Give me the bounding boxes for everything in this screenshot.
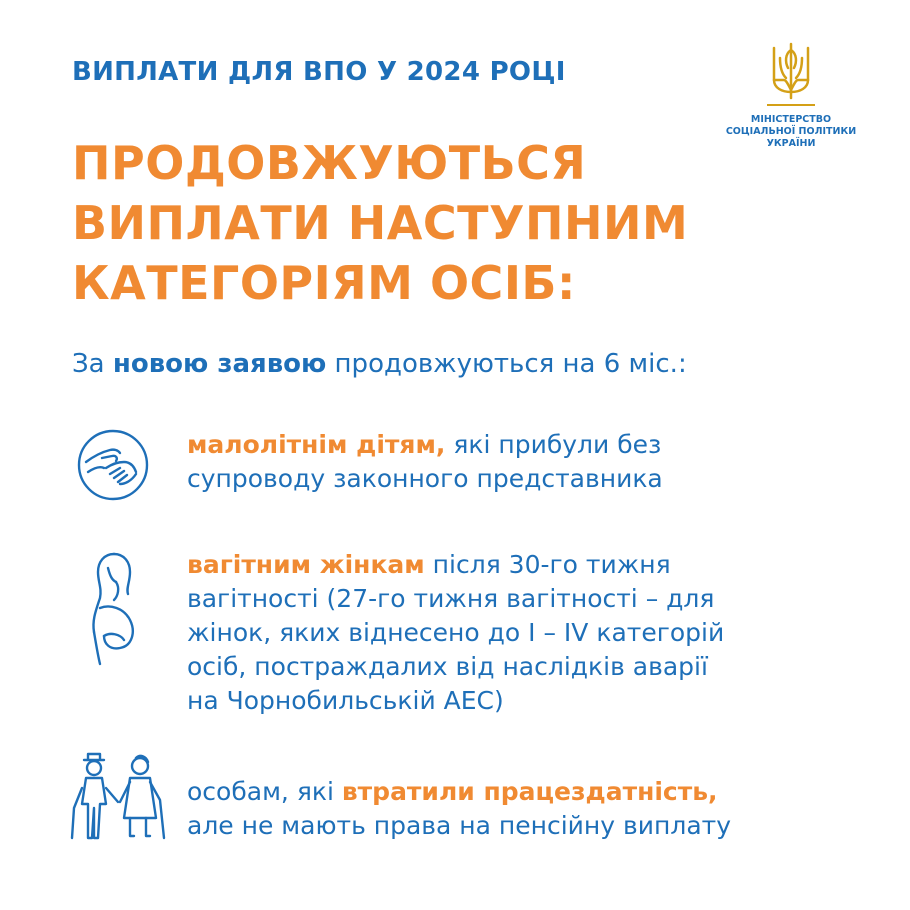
children-text-2: супроводу законного представника	[187, 464, 663, 493]
list-item-children	[187, 428, 663, 496]
headline	[72, 133, 688, 313]
subtitle: ВИПЛАТИ ДЛЯ ВПО У 2024 РОЦІ	[72, 57, 566, 87]
logo-divider	[767, 104, 815, 106]
trident-icon	[768, 40, 814, 102]
list-item-line	[187, 548, 724, 582]
headline-line-1: ПРОДОВЖУЮТЬСЯ	[72, 136, 587, 190]
pregnant-text-4: осіб, постраждалих від наслідків аварії	[187, 652, 708, 681]
intro-suffix: продовжуються на 6 міс.:	[326, 349, 687, 379]
list-item-line	[187, 428, 663, 462]
logo-line-2: СОЦІАЛЬНОЇ ПОЛІТИКИ	[725, 126, 857, 137]
list-item-pregnant	[187, 548, 724, 718]
elderly-couple-icon	[66, 748, 170, 842]
pregnant-text-1: після 30-го тижня	[424, 550, 671, 579]
disabled-prefix: особам, які	[187, 777, 342, 806]
intro-text	[72, 349, 687, 379]
logo-line-1: МІНІСТЕРСТВО	[750, 114, 832, 125]
list-item-disabled	[187, 775, 731, 843]
intro-prefix: За	[72, 349, 113, 379]
headline-line-3: КАТЕГОРІЯМ ОСІБ:	[72, 256, 576, 310]
pregnant-text-5: на Чорнобильській АЕС)	[187, 686, 504, 715]
logo-line-3: УКРАЇНИ	[766, 138, 816, 149]
children-highlight: малолітнім дітям,	[187, 430, 446, 459]
pregnant-woman-icon	[74, 548, 148, 668]
hands-icon	[76, 428, 150, 502]
intro-emphasis: новою заявою	[112, 349, 327, 379]
pregnant-text-2: вагітності (27-го тижня вагітності – для	[187, 584, 715, 613]
pregnant-highlight: вагітним жінкам	[187, 550, 425, 579]
ministry-logo	[716, 40, 866, 150]
disabled-text-2: але не мають права на пенсійну виплату	[187, 811, 731, 840]
list-item-line	[187, 775, 731, 809]
disabled-highlight: втратили працездатність,	[341, 777, 718, 806]
children-text-1: які прибули без	[445, 430, 662, 459]
headline-line-2: ВИПЛАТИ НАСТУПНИМ	[72, 196, 689, 250]
pregnant-text-3: жінок, яких віднесено до I – IV категорій	[187, 618, 725, 647]
